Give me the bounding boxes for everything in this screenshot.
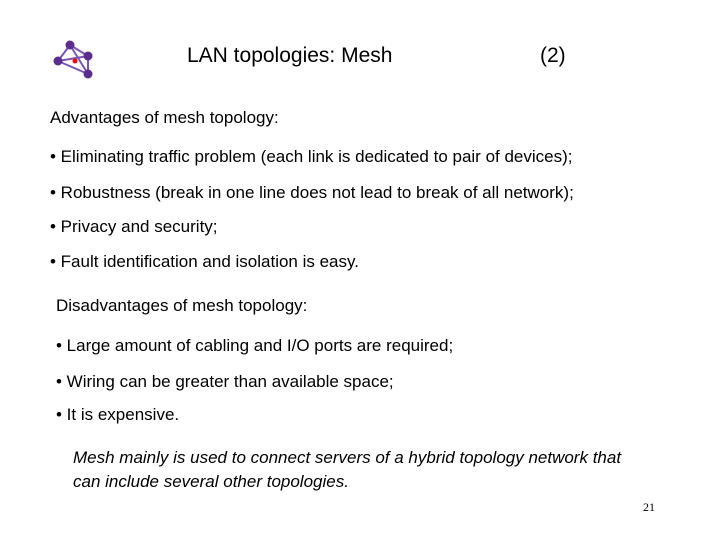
mesh-network-icon xyxy=(50,40,98,82)
advantage-item: • Robustness (break in one line does not lead to break of all network); xyxy=(50,183,574,202)
disadvantage-item: • It is expensive. xyxy=(56,405,180,424)
advantages-heading: Advantages of mesh topology: xyxy=(50,108,279,127)
page-number: 21 xyxy=(643,500,655,514)
summary-note: Mesh mainly is used to connect servers of a hybrid topology network that can include several other topologies. xyxy=(73,448,622,491)
advantage-item: • Privacy and security; xyxy=(50,217,218,236)
disadvantage-item: • Large amount of cabling and I/O ports are required; xyxy=(56,336,454,355)
slide-title: LAN topologies: Mesh xyxy=(187,44,393,67)
slide-title-number: (2) xyxy=(540,44,566,67)
advantage-item: • Fault identification and isolation is easy. xyxy=(50,252,359,271)
advantage-item: • Eliminating traffic problem (each link is dedicated to pair of devices); xyxy=(50,147,573,166)
disadvantage-item: • Wiring can be greater than available space; xyxy=(56,372,394,391)
disadvantages-heading: Disadvantages of mesh topology: xyxy=(56,296,308,315)
